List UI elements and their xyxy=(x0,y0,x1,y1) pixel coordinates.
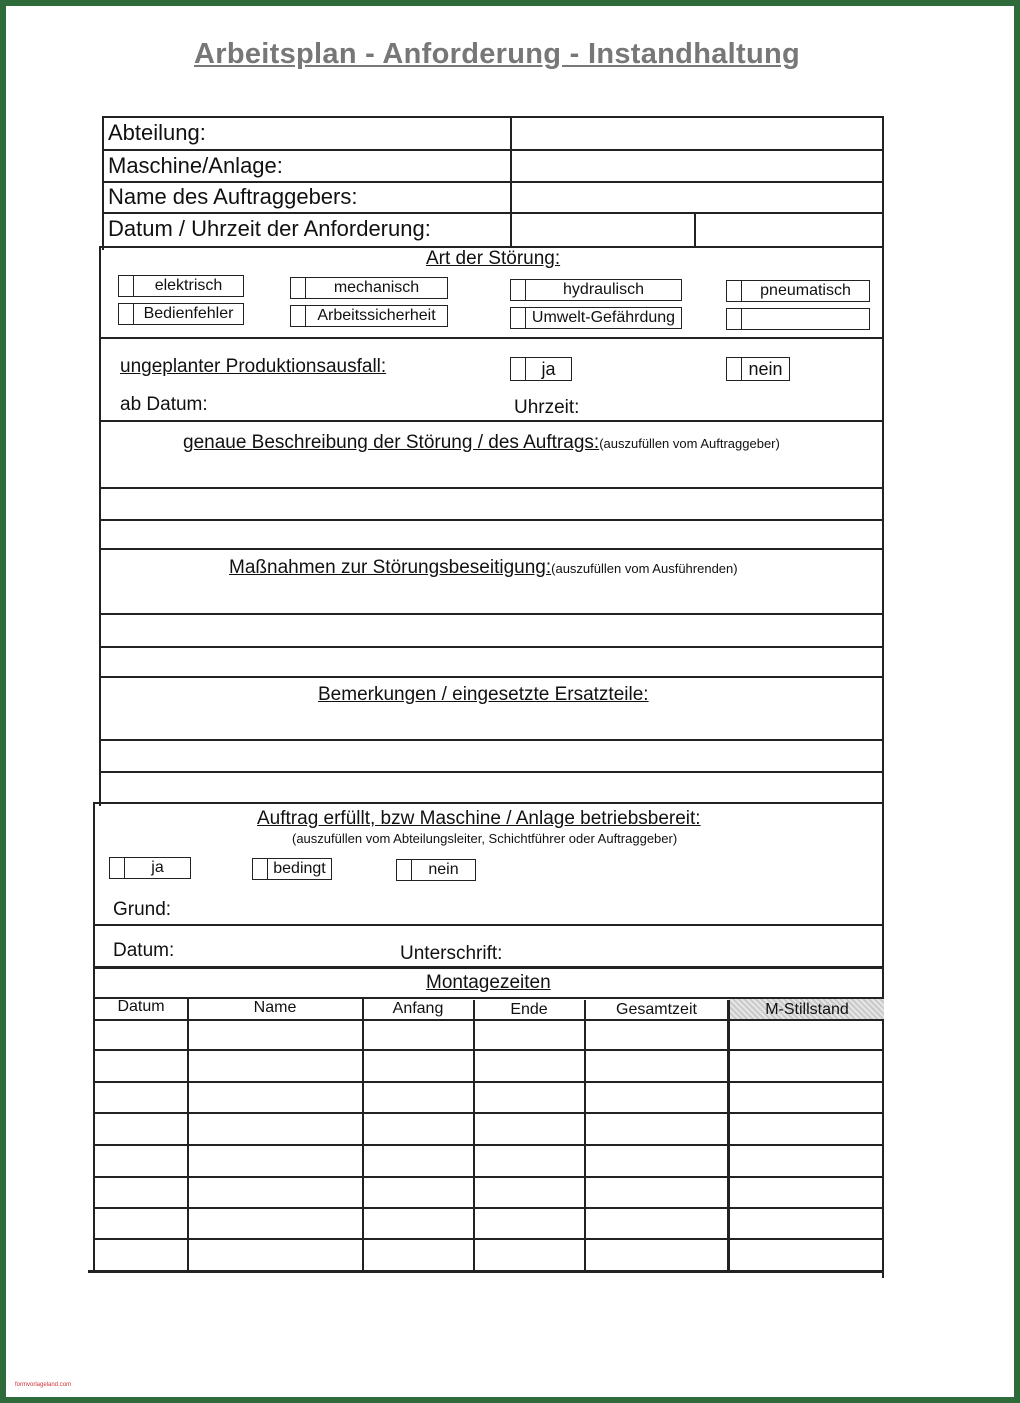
checkbox-umwelt-gefaehrdung[interactable]: Umwelt-Gefährdung xyxy=(510,307,682,329)
checkbox-pneumatisch[interactable]: pneumatisch xyxy=(726,280,870,302)
field-auftraggeber-label: Name des Auftraggebers: xyxy=(108,184,358,209)
montage-heading: Montagezeiten xyxy=(426,972,551,993)
massnahmen-heading xyxy=(229,557,738,579)
beschreibung-title: genaue Beschreibung der Störung / des Auftrags: xyxy=(183,432,600,453)
uhrzeit-label: Uhrzeit: xyxy=(514,397,580,418)
col-gesamtzeit: Gesamtzeit xyxy=(616,1001,697,1018)
checkbox-elektrisch[interactable]: elektrisch xyxy=(118,275,244,297)
massnahmen-title: Maßnahmen zur Störungsbeseitigung: xyxy=(229,557,552,578)
grund-label: Grund: xyxy=(113,899,172,920)
checkbox-arbeitssicherheit[interactable]: Arbeitssicherheit xyxy=(290,305,448,327)
col-ende: Ende xyxy=(510,1001,548,1018)
stoerung-heading: Art der Störung: xyxy=(426,248,561,269)
col-name: Name xyxy=(253,999,297,1016)
auftrag-datum-label: Datum: xyxy=(113,940,175,961)
col-anfang: Anfang xyxy=(392,1000,444,1017)
col-datum: Datum xyxy=(117,998,165,1015)
checkbox-hydraulisch[interactable]: hydraulisch xyxy=(510,279,682,301)
field-abteilung-label: Abteilung: xyxy=(108,120,206,145)
auftrag-heading: Auftrag erfüllt, bzw Maschine / Anlage betriebsbereit: xyxy=(257,808,701,829)
massnahmen-note: (auszufüllen vom Ausführenden) xyxy=(551,561,738,576)
beschreibung-heading xyxy=(183,432,780,454)
beschreibung-note: (auszufüllen vom Auftraggeber) xyxy=(599,436,780,451)
checkbox-auftrag-bedingt[interactable]: bedingt xyxy=(252,858,332,880)
watermark: formvorlageland.com xyxy=(15,1382,72,1388)
bemerkungen-heading: Bemerkungen / eingesetzte Ersatzteile: xyxy=(318,684,649,705)
produktionsausfall-label: ungeplanter Produktionsausfall: xyxy=(120,356,387,377)
field-maschine-label: Maschine/Anlage: xyxy=(108,153,283,178)
unterschrift-label: Unterschrift: xyxy=(400,943,503,964)
checkbox-ausfall-nein[interactable]: nein xyxy=(726,357,790,381)
ab-datum-label: ab Datum: xyxy=(120,394,208,415)
page-title: Arbeitsplan - Anforderung - Instandhaltung xyxy=(194,38,800,70)
auftrag-note: (auszufüllen vom Abteilungsleiter, Schichtführer oder Auftraggeber) xyxy=(292,831,678,846)
col-m-stillstand: M-Stillstand xyxy=(765,1001,849,1018)
checkbox-other[interactable] xyxy=(726,308,870,330)
field-datum-uhrzeit-label: Datum / Uhrzeit der Anforderung: xyxy=(108,216,431,241)
checkbox-mechanisch[interactable]: mechanisch xyxy=(290,277,448,299)
checkbox-ausfall-ja[interactable]: ja xyxy=(510,357,572,381)
checkbox-bedienfehler[interactable]: Bedienfehler xyxy=(118,303,244,325)
checkbox-auftrag-nein[interactable]: nein xyxy=(396,859,476,881)
checkbox-auftrag-ja[interactable]: ja xyxy=(109,857,191,879)
form-page xyxy=(6,6,1014,1397)
